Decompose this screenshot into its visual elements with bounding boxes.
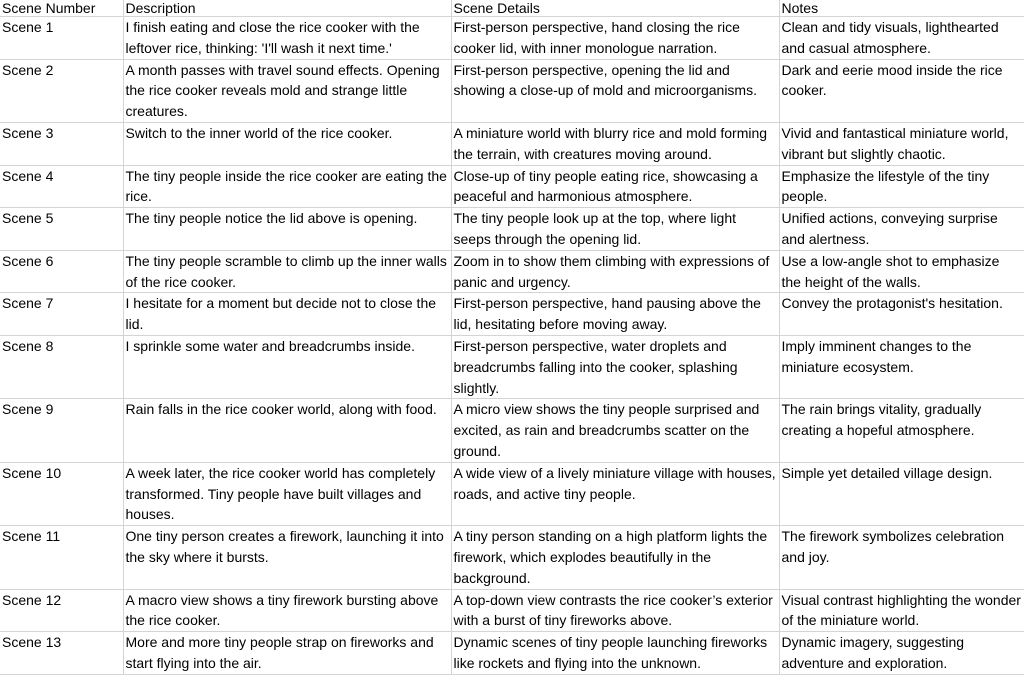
notes-cell[interactable]: The firework symbolizes celebration and joy.	[779, 526, 1024, 589]
header-notes[interactable]: Notes	[779, 0, 1024, 17]
scene-number-cell[interactable]: Scene 11	[0, 526, 123, 589]
table-row	[0, 399, 1024, 462]
description-cell[interactable]: The tiny people scramble to climb up the inner walls of the rice cooker.	[123, 250, 451, 293]
notes-cell[interactable]: Dynamic imagery, suggesting adventure and exploration.	[779, 632, 1024, 675]
header-description[interactable]: Description	[123, 0, 451, 17]
table-row	[0, 293, 1024, 336]
table-row	[0, 59, 1024, 122]
scene-number-cell[interactable]: Scene 13	[0, 632, 123, 675]
description-cell[interactable]: The tiny people notice the lid above is opening.	[123, 208, 451, 251]
scene-details-cell[interactable]: First-person perspective, opening the lid and showing a close-up of mold and microorganisms.	[451, 59, 779, 122]
table-row	[0, 335, 1024, 398]
scene-number-cell[interactable]: Scene 3	[0, 122, 123, 165]
table-row	[0, 526, 1024, 589]
scene-details-cell[interactable]: Dynamic scenes of tiny people launching fireworks like rockets and flying into the unknown.	[451, 632, 779, 675]
description-cell[interactable]: I hesitate for a moment but decide not to close the lid.	[123, 293, 451, 336]
description-cell[interactable]: A month passes with travel sound effects. Opening the rice cooker reveals mold and strange little creatures.	[123, 59, 451, 122]
description-cell[interactable]: A week later, the rice cooker world has completely transformed. Tiny people have built villages and houses.	[123, 462, 451, 525]
scene-details-cell[interactable]: A tiny person standing on a high platform lights the firework, which explodes beautifully in the background.	[451, 526, 779, 589]
description-cell[interactable]: Switch to the inner world of the rice cooker.	[123, 122, 451, 165]
scene-number-cell[interactable]: Scene 4	[0, 165, 123, 208]
scene-number-cell[interactable]: Scene 7	[0, 293, 123, 336]
scene-number-cell[interactable]: Scene 1	[0, 17, 123, 60]
scene-details-cell[interactable]: A miniature world with blurry rice and mold forming the terrain, with creatures moving around.	[451, 122, 779, 165]
scene-number-cell[interactable]: Scene 12	[0, 589, 123, 632]
scene-details-cell[interactable]: Zoom in to show them climbing with expressions of panic and urgency.	[451, 250, 779, 293]
header-scene-number[interactable]: Scene Number	[0, 0, 123, 17]
table-row	[0, 17, 1024, 60]
scene-number-cell[interactable]: Scene 6	[0, 250, 123, 293]
notes-cell[interactable]: Emphasize the lifestyle of the tiny people.	[779, 165, 1024, 208]
table-row	[0, 122, 1024, 165]
notes-cell[interactable]: Simple yet detailed village design.	[779, 462, 1024, 525]
notes-cell[interactable]: Use a low-angle shot to emphasize the height of the walls.	[779, 250, 1024, 293]
scene-number-cell[interactable]: Scene 9	[0, 399, 123, 462]
table-row	[0, 250, 1024, 293]
table-row	[0, 589, 1024, 632]
description-cell[interactable]: Rain falls in the rice cooker world, along with food.	[123, 399, 451, 462]
scene-details-cell[interactable]: First-person perspective, hand closing the rice cooker lid, with inner monologue narration.	[451, 17, 779, 60]
notes-cell[interactable]: The rain brings vitality, gradually creating a hopeful atmosphere.	[779, 399, 1024, 462]
notes-cell[interactable]: Unified actions, conveying surprise and alertness.	[779, 208, 1024, 251]
scene-details-cell[interactable]: A wide view of a lively miniature village with houses, roads, and active tiny people.	[451, 462, 779, 525]
notes-cell[interactable]: Vivid and fantastical miniature world, vibrant but slightly chaotic.	[779, 122, 1024, 165]
table-row	[0, 165, 1024, 208]
table-row	[0, 208, 1024, 251]
notes-cell[interactable]: Visual contrast highlighting the wonder of the miniature world.	[779, 589, 1024, 632]
table-row	[0, 632, 1024, 675]
scene-details-cell[interactable]: A top-down view contrasts the rice cooker’s exterior with a burst of tiny fireworks above.	[451, 589, 779, 632]
description-cell[interactable]: More and more tiny people strap on fireworks and start flying into the air.	[123, 632, 451, 675]
scene-details-cell[interactable]: First-person perspective, water droplets and breadcrumbs falling into the cooker, splashing slightly.	[451, 335, 779, 398]
header-scene-details[interactable]: Scene Details	[451, 0, 779, 17]
description-cell[interactable]: I sprinkle some water and breadcrumbs inside.	[123, 335, 451, 398]
table-row	[0, 462, 1024, 525]
notes-cell[interactable]: Convey the protagonist's hesitation.	[779, 293, 1024, 336]
notes-cell[interactable]: Clean and tidy visuals, lighthearted and casual atmosphere.	[779, 17, 1024, 60]
description-cell[interactable]: I finish eating and close the rice cooker with the leftover rice, thinking: 'I'll wash it next time.'	[123, 17, 451, 60]
scene-number-cell[interactable]: Scene 8	[0, 335, 123, 398]
description-cell[interactable]: One tiny person creates a firework, launching it into the sky where it bursts.	[123, 526, 451, 589]
scene-number-cell[interactable]: Scene 10	[0, 462, 123, 525]
scene-number-cell[interactable]: Scene 5	[0, 208, 123, 251]
scene-number-cell[interactable]: Scene 2	[0, 59, 123, 122]
notes-cell[interactable]: Imply imminent changes to the miniature ecosystem.	[779, 335, 1024, 398]
description-cell[interactable]: The tiny people inside the rice cooker are eating the rice.	[123, 165, 451, 208]
header-row	[0, 0, 1024, 17]
description-cell[interactable]: A macro view shows a tiny firework bursting above the rice cooker.	[123, 589, 451, 632]
scene-details-cell[interactable]: A micro view shows the tiny people surprised and excited, as rain and breadcrumbs scatter on the ground.	[451, 399, 779, 462]
scene-details-cell[interactable]: First-person perspective, hand pausing above the lid, hesitating before moving away.	[451, 293, 779, 336]
notes-cell[interactable]: Dark and eerie mood inside the rice cooker.	[779, 59, 1024, 122]
scene-details-cell[interactable]: The tiny people look up at the top, where light seeps through the opening lid.	[451, 208, 779, 251]
scene-details-cell[interactable]: Close-up of tiny people eating rice, showcasing a peaceful and harmonious atmosphere.	[451, 165, 779, 208]
